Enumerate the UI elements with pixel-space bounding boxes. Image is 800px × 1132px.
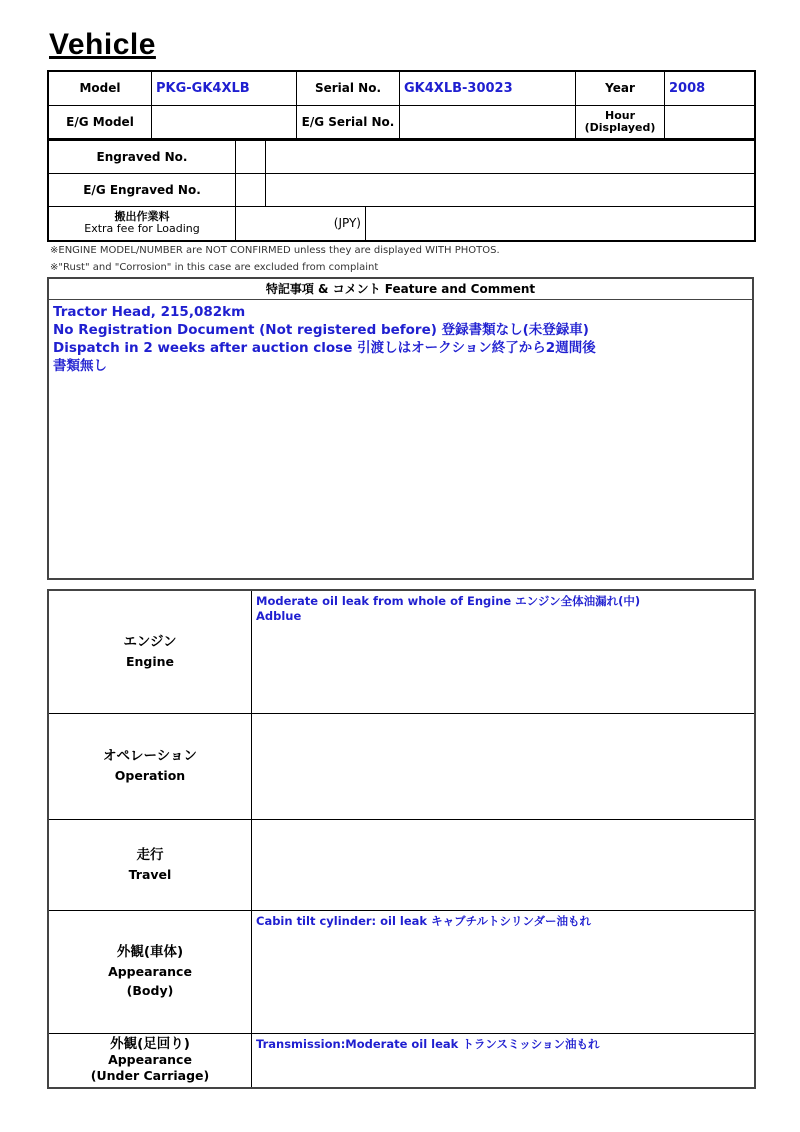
- jpy-label: (JPY): [236, 207, 366, 240]
- serial-value: GK4XLB-30023: [400, 71, 576, 105]
- section-label-en: Appearance: [108, 964, 192, 979]
- engraved-value: [266, 140, 756, 173]
- feature-text: [49, 300, 752, 378]
- eg-engraved-value: [266, 173, 756, 206]
- feature-line: Dispatch in 2 weeks after auction close 引渡しはオークション終了から2週間後: [53, 340, 596, 356]
- travel-section-comment: [252, 819, 756, 910]
- loading-fee-value: [366, 207, 754, 240]
- vehicle-info-table: [47, 70, 756, 140]
- section-label-en2: (Body): [126, 983, 174, 998]
- year-label: Year: [576, 71, 665, 105]
- note-rust: ※"Rust" and "Corrosion" in this case are excluded from complaint: [50, 262, 379, 273]
- note-engine-model: ※ENGINE MODEL/NUMBER are NOT CONFIRMED unless they are displayed WITH PHOTOS.: [50, 245, 500, 256]
- section-label-en2: (Under Carriage): [90, 1068, 210, 1084]
- travel-section-label: [48, 819, 252, 910]
- comment-line: Transmission:Moderate oil leak トランスミッション油もれ: [256, 1036, 600, 1051]
- hour-label: [576, 105, 665, 139]
- undercarriage-section-label: [48, 1033, 252, 1088]
- engraved-box: [236, 140, 266, 173]
- feature-line: No Registration Document (Not registered before) 登録書類なし(未登録車): [53, 322, 589, 338]
- loading-fee-cell: [236, 206, 756, 241]
- section-label-jp: 走行: [136, 846, 164, 863]
- section-label-jp: 外観(車体): [116, 944, 184, 960]
- operation-section-comment: [252, 713, 756, 819]
- serial-label: Serial No.: [297, 71, 400, 105]
- engine-section-comment: [252, 590, 756, 713]
- body-appearance-section-comment: [252, 910, 756, 1033]
- hour-label-line2: (Displayed): [584, 120, 656, 134]
- eg-serial-value: [400, 105, 576, 139]
- comment-line: Cabin tilt cylinder: oil leak キャブチルトシリンダー油もれ: [256, 913, 592, 928]
- page-title: Vehicle: [49, 28, 156, 61]
- body-appearance-section-label: [48, 910, 252, 1033]
- feature-comment-box: [47, 277, 754, 580]
- engraved-label: Engraved No.: [48, 140, 236, 173]
- undercarriage-section-comment: [252, 1033, 756, 1088]
- feature-line: 書類無し: [53, 358, 107, 374]
- comment-line: Moderate oil leak from whole of Engine エンジン全体油漏れ(中): [256, 594, 641, 608]
- section-label-en: Operation: [114, 768, 186, 783]
- section-label-jp: オペレーション: [103, 748, 197, 764]
- section-label-jp: 外観(足回り): [110, 1036, 190, 1053]
- section-label-jp: エンジン: [123, 633, 177, 650]
- year-value: 2008: [665, 71, 756, 105]
- eg-engraved-box: [236, 173, 266, 206]
- loading-fee-label-en: Extra fee for Loading: [84, 222, 200, 235]
- eg-model-value: [152, 105, 297, 139]
- engraved-table: [47, 139, 756, 242]
- hour-value: [665, 105, 756, 139]
- hour-label-line1: Hour: [604, 108, 636, 122]
- loading-fee-label-jp: 搬出作業料: [114, 210, 170, 223]
- feature-line: Tractor Head, 215,082km: [53, 304, 246, 320]
- eg-serial-label: E/G Serial No.: [297, 105, 400, 139]
- eg-engraved-label: E/G Engraved No.: [48, 173, 236, 206]
- section-label-en: Travel: [128, 866, 172, 882]
- comment-line: Adblue: [256, 609, 302, 623]
- feature-heading: 特記事項 & コメント Feature and Comment: [49, 279, 752, 300]
- section-label-en: Appearance: [108, 1052, 192, 1068]
- section-label-en: Engine: [125, 653, 175, 669]
- engine-section-label: [48, 590, 252, 713]
- model-value: PKG-GK4XLB: [152, 71, 297, 105]
- model-label: Model: [48, 71, 152, 105]
- loading-fee-label: [48, 206, 236, 241]
- inspection-table: [47, 589, 756, 1089]
- operation-section-label: [48, 713, 252, 819]
- eg-model-label: E/G Model: [48, 105, 152, 139]
